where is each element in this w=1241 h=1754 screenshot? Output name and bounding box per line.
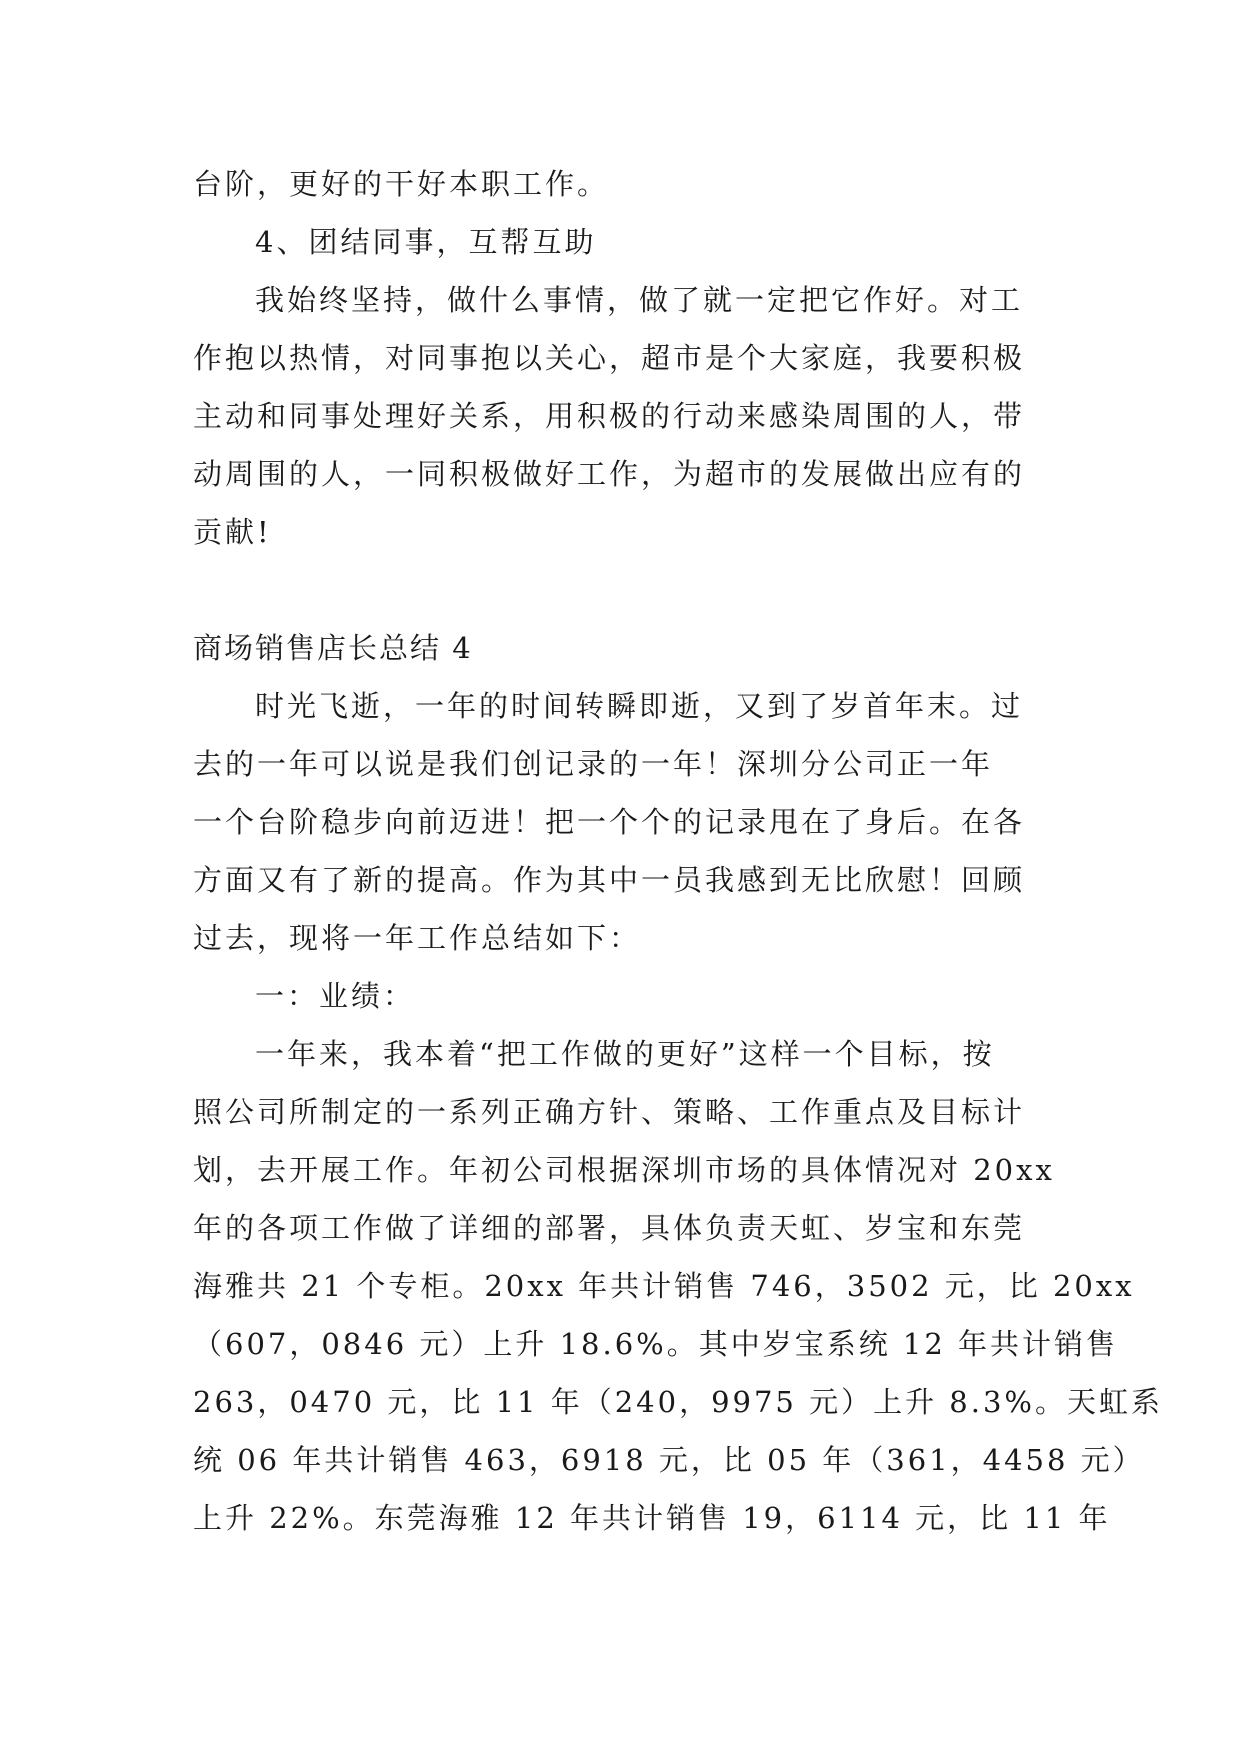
- text-line: 年的各项工作做了详细的部署，具体负责天虹、岁宝和东莞: [193, 1211, 1026, 1245]
- text-line: 作抱以热情，对同事抱以关心，超市是个大家庭，我要积极: [193, 341, 1026, 375]
- text-line: 上升 22%。东莞海雅 12 年共计销售 19，6114 元，比 11 年: [193, 1501, 1111, 1535]
- document-body: [193, 155, 1163, 1547]
- text-line: 贡献!: [193, 515, 272, 549]
- text-line: 一个台阶稳步向前迈进！把一个个的记录甩在了身后。在各: [193, 805, 1026, 839]
- item-heading-performance: 一：业绩：: [255, 979, 416, 1013]
- text-line: 过去，现将一年工作总结如下：: [193, 921, 642, 955]
- text-line: 去的一年可以说是我们创记录的一年！深圳分公司正一年: [193, 747, 994, 781]
- text-line: 照公司所制定的一系列正确方针、策略、工作重点及目标计: [193, 1095, 1026, 1129]
- text-line: 统 06 年共计销售 463，6918 元，比 05 年（361，4458 元）: [193, 1443, 1145, 1477]
- text-line: 主动和同事处理好关系，用积极的行动来感染周围的人，带: [193, 399, 1026, 433]
- text-line: 动周围的人，一同积极做好工作，为超市的发展做出应有的: [193, 457, 1026, 491]
- section-gap: [193, 561, 1059, 619]
- text-line: 时光飞逝，一年的时间转瞬即逝，又到了岁首年末。过: [255, 689, 1024, 723]
- section-title: 商场销售店长总结 4: [193, 631, 473, 665]
- text-line: 划，去开展工作。年初公司根据深圳市场的具体情况对 20xx: [193, 1153, 1055, 1187]
- text-line: 台阶，更好的干好本职工作。: [193, 167, 610, 201]
- text-line: 我始终坚持，做什么事情，做了就一定把它作好。对工: [255, 283, 1024, 317]
- text-line: 海雅共 21 个专柜。20xx 年共计销售 746，3502 元，比 20xx: [193, 1269, 1135, 1303]
- text-line: （607，0846 元）上升 18.6%。其中岁宝系统 12 年共计销售: [193, 1327, 1119, 1361]
- text-line: 263，0470 元，比 11 年（240，9975 元）上升 8.3%。天虹系: [193, 1385, 1163, 1419]
- text-line: 一年来，我本着“把工作做的更好”这样一个目标，按: [255, 1037, 995, 1071]
- subheading-unity: 4、团结同事，互帮互助: [255, 225, 597, 259]
- text-line: 方面又有了新的提高。作为其中一员我感到无比欣慰！回顾: [193, 863, 1026, 897]
